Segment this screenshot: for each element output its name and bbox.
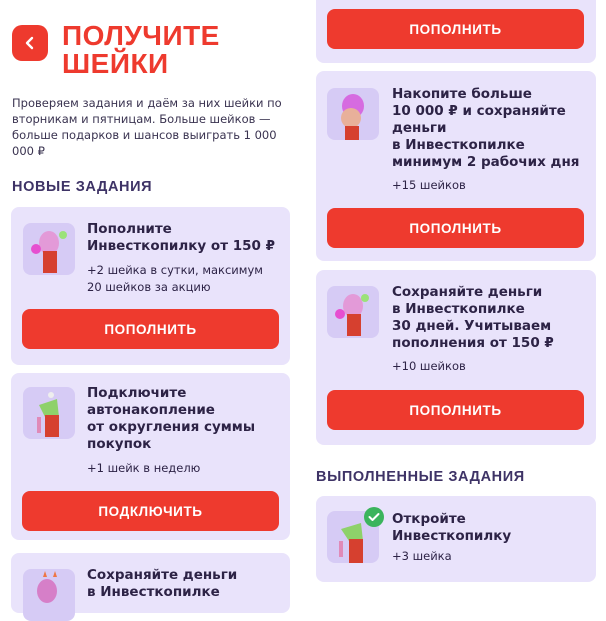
llama-illustration-icon — [327, 88, 379, 140]
task-card — [11, 207, 290, 365]
task-reward: +2 шейка в сутки, максимум 20 шейков за акцию — [87, 263, 263, 294]
new-tasks-title: НОВЫЕ ЗАДАНИЯ — [12, 179, 153, 195]
llama-illustration-icon — [327, 286, 379, 338]
task-title: Накопите больше 10 000 ₽ и сохраняйте деньги в Инвесткопилке минимум 2 рабочих дня — [392, 86, 580, 170]
back-button[interactable] — [12, 25, 48, 61]
task-card — [316, 0, 596, 63]
task-reward: +3 шейка — [392, 549, 452, 563]
llama-illustration-icon — [23, 223, 75, 275]
task-card — [316, 71, 596, 261]
task-title: Подключите автонакопление от округления суммы покупок — [87, 385, 256, 452]
llama-illustration-icon — [23, 387, 75, 439]
task-reward: +1 шейк в неделю — [87, 461, 201, 475]
top-up-button[interactable]: ПОПОЛНИТЬ — [22, 309, 279, 349]
top-up-button[interactable]: ПОПОЛНИТЬ — [327, 9, 584, 49]
task-title: Пополните Инвесткопилку от 150 ₽ — [87, 221, 275, 254]
completed-task-card — [316, 496, 596, 582]
task-title: Сохраняйте деньги в Инвесткопилке — [87, 567, 238, 600]
task-title: Сохраняйте деньги в Инвесткопилке 30 дней. Учитываем пополнения от 150 ₽ — [392, 284, 554, 351]
top-up-button[interactable]: ПОПОЛНИТЬ — [327, 208, 584, 248]
task-reward: +15 шейков — [392, 178, 466, 192]
intro-text: Проверяем задания и даём за них шейки по вторникам и пятницам. Больше шейков — больше подарков и шансов выиграть 1 000 000 ₽ — [12, 96, 282, 158]
top-up-button[interactable]: ПОПОЛНИТЬ — [327, 390, 584, 430]
title-line-1: ПОЛУЧИТЕ — [62, 20, 220, 51]
task-card — [316, 270, 596, 445]
task-card — [11, 373, 290, 540]
task-card — [11, 553, 290, 613]
page-title — [62, 22, 220, 78]
title-line-2: ШЕЙКИ — [62, 48, 169, 79]
connect-button[interactable]: ПОДКЛЮЧИТЬ — [22, 491, 279, 531]
task-title: Откройте Инвесткопилку — [392, 511, 512, 544]
check-circle-icon — [364, 507, 384, 527]
chevron-left-icon — [24, 36, 36, 50]
completed-tasks-title: ВЫПОЛНЕННЫЕ ЗАДАНИЯ — [316, 469, 525, 485]
llama-illustration-icon — [23, 569, 75, 621]
task-reward: +10 шейков — [392, 359, 466, 373]
